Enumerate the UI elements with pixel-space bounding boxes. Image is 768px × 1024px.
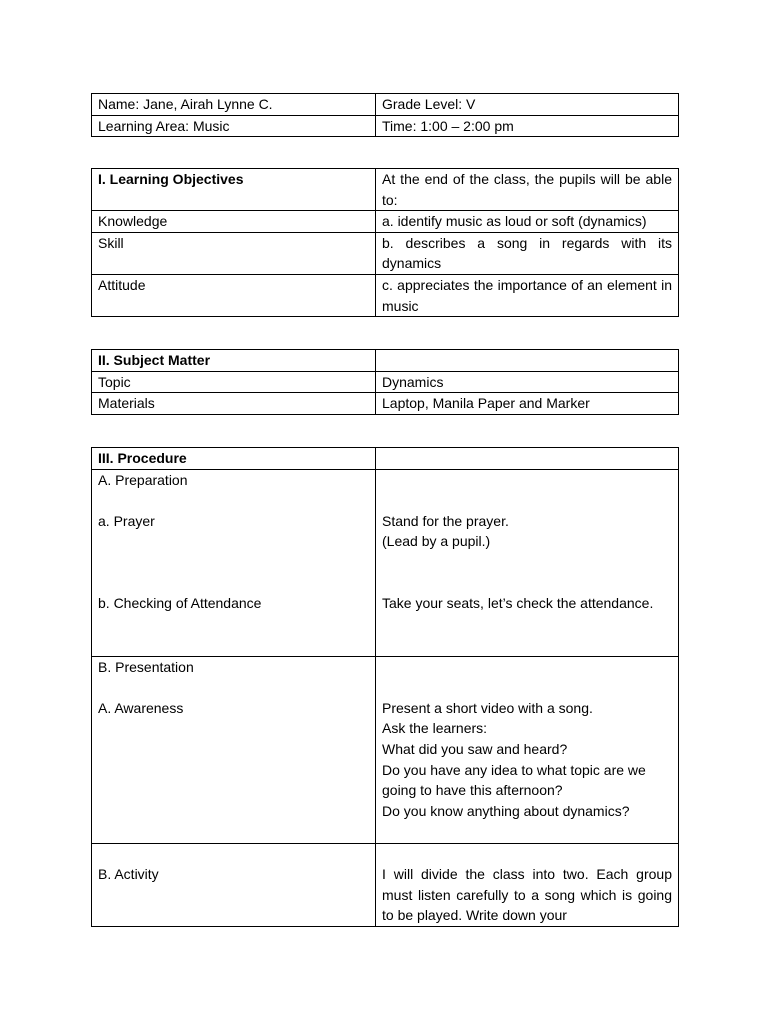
skill-label: Skill [92, 232, 376, 274]
objectives-title: I. Learning Objectives [92, 169, 376, 211]
name-cell: Name: Jane, Airah Lynne C. [92, 94, 376, 116]
attendance-text: Take your seats, let’s check the attendance. [382, 595, 654, 612]
objectives-table [91, 168, 679, 317]
topic-text: Dynamics [376, 371, 679, 393]
topic-label: Topic [92, 371, 376, 393]
prayer-text: Stand for the prayer. (Lead by a pupil.) [382, 512, 509, 550]
grade-level-cell: Grade Level: V [376, 94, 679, 116]
skill-text: b. describes a song in regards with its dynamics [376, 232, 679, 274]
subject-matter-title: II. Subject Matter [92, 350, 376, 372]
procedure-empty-cell [376, 448, 679, 470]
materials-label: Materials [92, 393, 376, 415]
knowledge-text: a. identify music as loud or soft (dynamics) [376, 211, 679, 233]
activity-text-cell [376, 843, 679, 926]
knowledge-label: Knowledge [92, 211, 376, 233]
objectives-intro: At the end of the class, the pupils will be able to: [376, 169, 679, 211]
attitude-text: c. appreciates the importance of an element in music [376, 274, 679, 316]
presentation-heading: B. Presentation [98, 658, 194, 675]
procedure-table [91, 447, 679, 927]
learning-area-cell: Learning Area: Music [92, 115, 376, 137]
attendance-label: b. Checking of Attendance [98, 595, 262, 612]
activity-label: B. Activity [98, 866, 159, 883]
subject-matter-empty-cell [376, 350, 679, 372]
preparation-heading: A. Preparation [98, 471, 188, 488]
awareness-label: A. Awareness [98, 699, 184, 716]
awareness-text: Present a short video with a song. Ask the learners: What did you saw and heard? Do you have any idea to what topic are we going to have this afternoon? Do you know anything about dynamics? [382, 699, 646, 819]
time-cell: Time: 1:00 – 2:00 pm [376, 115, 679, 137]
activity-cell [92, 843, 376, 926]
materials-text: Laptop, Manila Paper and Marker [376, 393, 679, 415]
preparation-text-cell [376, 469, 679, 656]
activity-text: I will divide the class into two. Each group must listen carefully to a song which is going to be played. Write down your [382, 866, 672, 924]
prayer-label: a. Prayer [98, 512, 155, 529]
preparation-cell [92, 469, 376, 656]
attitude-label: Attitude [92, 274, 376, 316]
presentation-text-cell [376, 656, 679, 843]
procedure-title: III. Procedure [92, 448, 376, 470]
subject-matter-table [91, 349, 679, 415]
presentation-cell [92, 656, 376, 843]
header-table [91, 93, 679, 137]
